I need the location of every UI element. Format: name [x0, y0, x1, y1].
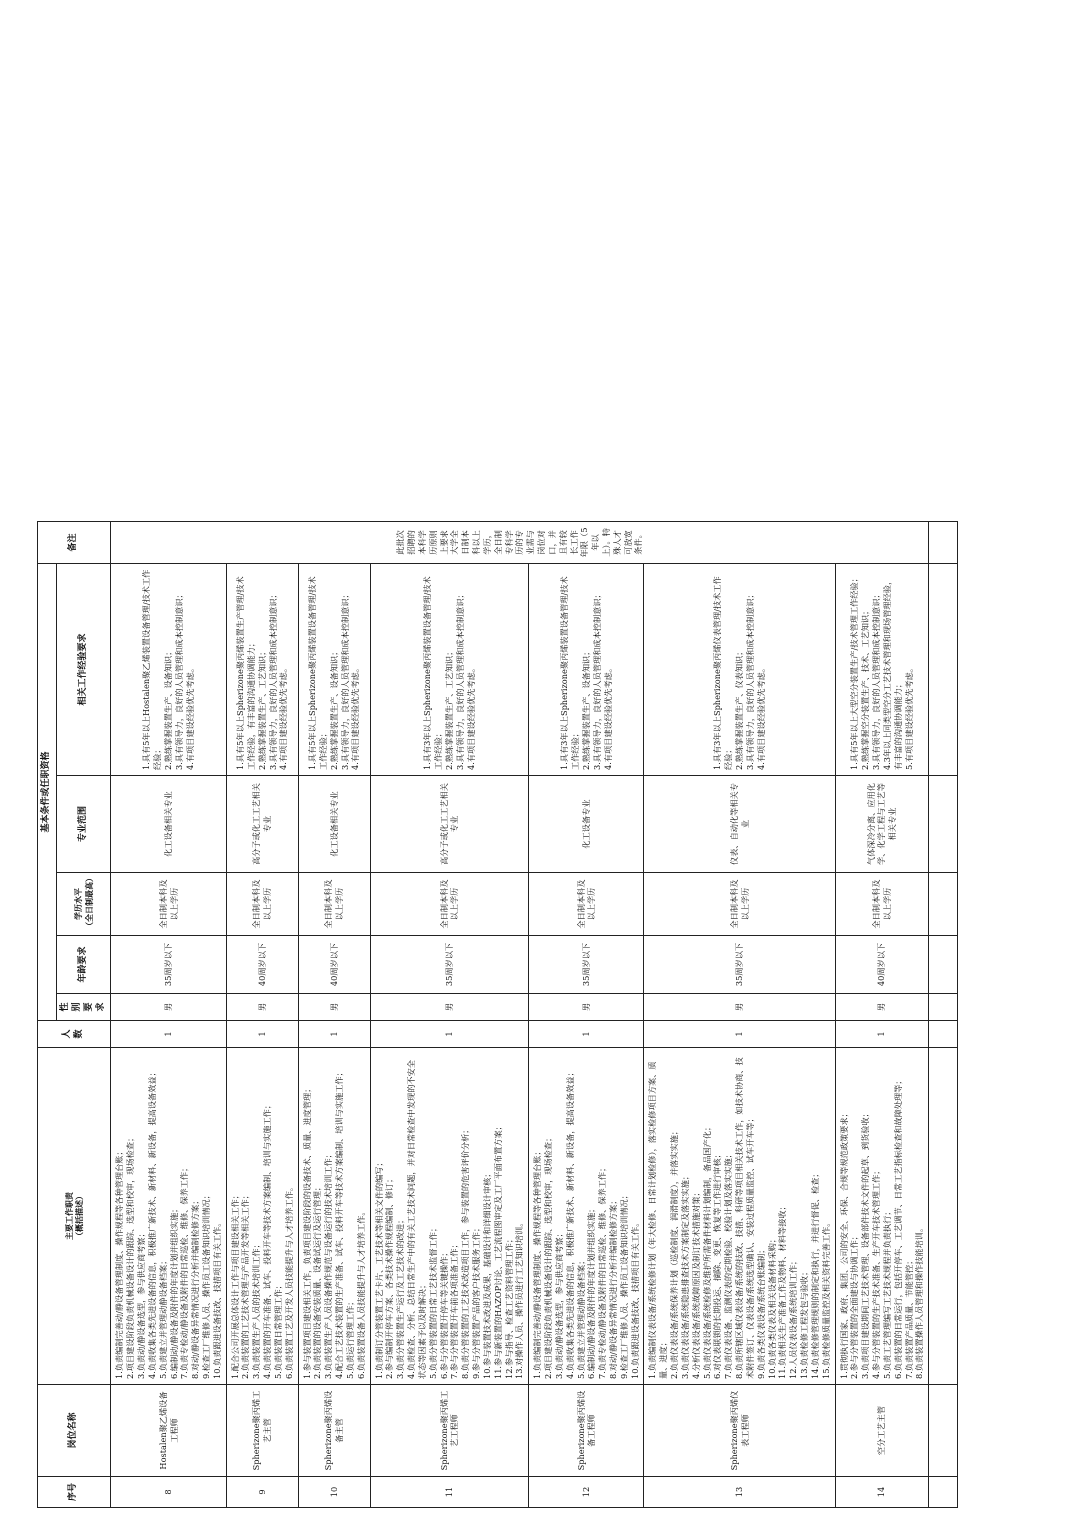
exp-line: 2.熟练掌握装置生产、工艺知识；	[256, 647, 267, 770]
row-note: 此批次招聘的本科学历原则上要求大学全日制本科以上学历，全日制专科学历的专业需与岗位对口，并且有较长工作年限（5年以上）。特殊人才可放宽条件。	[111, 521, 929, 563]
row-experience	[111, 563, 226, 775]
exp-line: 2.熟练掌握装置生产、设备知识；	[328, 647, 339, 770]
exp-line: 4.有项目建设经验优先考虑。	[350, 663, 361, 770]
empty-cell	[929, 1385, 958, 1477]
duty-line: 13.负责检修工程发包与验收；	[799, 1267, 810, 1379]
duty-line: 5.负责仪表设备/系统检修及维护所需备件材料计划编制，备品国产化；	[701, 1122, 712, 1379]
exp-line: 3.具有领导力，良好的人员管理和成本控制意识；	[454, 590, 465, 770]
row-major: 化工设备相关专业	[111, 776, 226, 873]
table-row	[111, 521, 226, 1507]
header-gender: 性别要求	[56, 994, 111, 1021]
duty-line: 10.负责各类仪表及相关设备材料采购；	[766, 1234, 777, 1379]
row-seq: 14	[835, 1477, 929, 1508]
row-count: 1	[111, 1021, 226, 1048]
exp-line: 2.熟练掌握装置生产、设备知识；	[580, 647, 591, 770]
exp-line: 4.3年以上同类型空分工艺技术管理和现场管理经验，有丰富的沟通协调能力；	[881, 576, 903, 770]
duty-line: 5.负责建立并管理动静设备档案；	[575, 1256, 586, 1379]
duty-line: 6.负责装置设备人员技能提升与人才培养工作。	[355, 1207, 366, 1379]
duty-line: 10.参与装置技术改进及成果，基础设计和详细设计审核；	[481, 1169, 492, 1379]
header-edu	[56, 873, 111, 936]
duty-line: 13.对操作人员、操作员进行工艺知识培训。	[514, 1218, 525, 1379]
duty-line: 14.负责检修管理规则的制定和执行，并进行督促、检查；	[809, 1169, 820, 1379]
row-count: 1	[370, 1021, 529, 1048]
duty-line: 3.负责动/静设备选型，参与供应商考察；	[553, 1229, 564, 1379]
duty-line: 11.参与新装置的HAZOP讨论、工艺流程图审定及工厂平面布置方案；	[492, 1122, 503, 1379]
row-count: 1	[298, 1021, 370, 1048]
row-major: 化工设备专业	[529, 776, 644, 873]
row-seq: 12	[529, 1477, 644, 1508]
row-seq: 9	[226, 1477, 298, 1508]
duty-line: 1.负责编制完善动/静设备管理制度、操作规程等各种管理台账；	[532, 1147, 543, 1379]
duty-line: 6.编制动/静设备及附件的年度计划并组织实施；	[168, 1204, 179, 1379]
header-age: 年龄要求	[56, 936, 111, 994]
duty-line: 3.负责项目建设期间工艺技术管理、设备部件技术文件的起草、到货验收；	[860, 1109, 871, 1379]
row-count: 1	[644, 1021, 835, 1048]
duty-line: 8.负责所辖区域仪表设备/系统的技改、技措、科研等项目相关技术工作，如技术协商、技术附件签订、仪表设备/系统选型确认、安装过程质量监控、试车开车等；	[734, 1057, 755, 1379]
duty-line: 5.负责运行管理工作；	[344, 1297, 355, 1379]
duty-line: 8.负责装置操作人员管理和操作技能培训。	[914, 1223, 925, 1379]
duty-line: 7.负责仪表设备、监测仪表的定期检验、校验计划及落实实施；	[723, 1150, 734, 1379]
exp-line: 2.熟练掌握装置生产、仪表知识；	[734, 647, 745, 770]
header-edu-subtitle: （全日制最高）	[83, 874, 94, 930]
row-experience	[226, 563, 298, 775]
row-major: 高分子或化工工艺相关专业	[226, 776, 298, 873]
duty-line: 8.对动/静设备异常情况进行分析并编制检修方案；	[190, 1196, 201, 1379]
duty-line: 6.负责装置的日常运行，包括开停车、工艺调节、日常工艺指标检查和故障处理等；	[892, 1076, 903, 1379]
empty-cell	[929, 873, 958, 936]
row-seq: 11	[370, 1477, 529, 1508]
exp-line: 3.具有领导力，良好的人员管理和成本控制意识；	[744, 590, 755, 770]
duty-line: 15.负责检修质量监控及相关资料完善工作。	[820, 1218, 831, 1379]
duty-line: 5.负责分管装置的日常工艺技术监督工作；	[427, 1223, 438, 1379]
exp-line: 3.具有领导力，良好的人员管理和成本控制意识；	[267, 590, 278, 770]
row-edu: 全日制本科及以上学历	[298, 873, 370, 936]
row-duties	[529, 1048, 644, 1385]
duty-line: 3.负责装置生产人员设备操作规范与设备运行的技术培训工作；	[323, 1150, 334, 1379]
exp-line: 1.具有3年以上Spherizone聚丙烯装置设备管理/技术工作经验；	[559, 576, 581, 770]
row-age: 40周岁以下	[298, 936, 370, 994]
row-seq: 13	[644, 1477, 835, 1508]
header-duty	[38, 1048, 111, 1385]
duty-line: 6.编制动/静设备及附件的年度计划并组织实施；	[586, 1204, 597, 1379]
row-gender: 男	[370, 994, 529, 1021]
header-duty-subtitle: （概括描述）	[74, 1192, 85, 1240]
duty-line: 4.参与分管装置的生产技术准备、生产开车技术管理工作；	[871, 1166, 882, 1379]
duty-line: 1.负责编制完善动/静设备管理制度、操作规程等各种管理台账；	[114, 1147, 125, 1379]
duty-line: 4.负责装置的开车准备、试车、投料开车等技术方案编制、培训与实施工作；	[262, 1100, 273, 1379]
row-age: 40周岁以下	[835, 936, 929, 994]
table-row	[644, 521, 835, 1507]
duty-line: 8.负责分管装置的工艺技术改造项目工作，参与装置的危害评价分析；	[460, 1125, 471, 1379]
row-duties	[835, 1048, 929, 1385]
row-gender: 男	[111, 994, 226, 1021]
duty-line: 4.配合工艺技术装置的生产准备、试车、投料开车等技术方案编制、培训与实施工作；	[334, 1068, 345, 1379]
row-age: 35周岁以下	[644, 936, 835, 994]
row-edu: 全日制本科及以上学历	[370, 873, 529, 936]
row-gender: 男	[298, 994, 370, 1021]
duty-line: 2.项目建设阶段负责机械设备设计的跟踪、选型和校审，现场检查；	[125, 1133, 136, 1379]
empty-cell	[929, 521, 958, 563]
row-experience	[644, 563, 835, 775]
duty-line: 2.负责装置的设备安装质量、设备试运行及运行管理；	[312, 1182, 323, 1379]
header-note: 备注	[38, 521, 111, 563]
duty-line: 9.检查工厂维修人员、操作员工设备知识培训情况；	[201, 1191, 211, 1379]
row-edu: 全日制本科及以上学历	[529, 873, 644, 936]
table-row	[370, 521, 529, 1507]
header-duty-title: 主要工作职责	[63, 1192, 74, 1240]
exp-line: 4.有项目建设经验优先考虑。	[465, 663, 476, 770]
duty-line: 3.负责分管装置生产运行及工艺技术的改进；	[395, 1215, 406, 1379]
empty-cell	[929, 776, 958, 873]
table-row	[226, 521, 298, 1507]
duty-line: 4.负责检查、分析、总结日常生产中的有关工艺技术问题，并对日常检查中发现的不安全状态等因素予以及时解决；	[406, 1060, 427, 1379]
duty-line: 5.负责建立并管理动静设备档案；	[157, 1256, 168, 1379]
duty-line: 9.负责各类仪表设备/系统台账编制；	[755, 1245, 766, 1379]
header-post: 岗位名称	[38, 1385, 111, 1477]
row-post: Spherizone聚丙烯设备主管	[298, 1385, 370, 1477]
row-edu: 全日制本科及以上学历	[835, 873, 929, 936]
duty-line: 11.负责相关生产准备工作及物料、材料等接收；	[777, 1202, 788, 1379]
table-row	[529, 521, 644, 1507]
header-basic: 基本条件或任职资格	[38, 563, 57, 1020]
exp-line: 2.熟练掌握空分装置生产、技术、工艺知识；	[860, 606, 871, 770]
empty-cell	[929, 936, 958, 994]
job-requirements-table	[37, 521, 958, 1508]
row-seq: 10	[298, 1477, 370, 1508]
header-count: 人数	[38, 1021, 111, 1048]
exp-line: 4.有项目建设经验优先考虑。	[602, 663, 613, 770]
duty-line: 1.负责制订分管装置工艺卡片、工艺技术等相关文件的编写；	[373, 1158, 384, 1379]
header-edu-title: 学历水平	[73, 888, 84, 920]
duty-line: 9.检查工厂维修人员、操作员工设备知识培训情况；	[618, 1191, 629, 1379]
row-post: Spherizone聚丙烯仪表工程师	[644, 1385, 835, 1477]
duty-line: 8.对动/静设备异常情况进行分析并编制检修方案；	[607, 1196, 618, 1379]
row-gender: 男	[644, 994, 835, 1021]
row-duties	[111, 1048, 226, 1385]
exp-line: 5.有项目建设经验优先考虑。	[903, 663, 914, 770]
row-edu: 全日制本科及以上学历	[111, 873, 226, 936]
row-gender: 男	[529, 994, 644, 1021]
duty-line: 12.参与指导、检查工艺资料管理工作；	[503, 1234, 514, 1379]
row-post: Hostalen聚乙烯设备工程师	[111, 1385, 226, 1477]
duty-line: 1.配合公司开展总体设计工作与项目建设相关工作；	[229, 1191, 240, 1379]
header-major: 专业范围	[56, 776, 111, 873]
exp-line: 1.具有3年以上Spherizone聚丙烯仪表管理/技术工作经验；	[712, 576, 734, 770]
row-gender: 男	[226, 994, 298, 1021]
row-major: 高分子或化工工艺相关专业	[370, 776, 529, 873]
row-post: Spherizone聚丙烯工艺工程师	[370, 1385, 529, 1477]
row-edu: 全日制本科及以上学历	[226, 873, 298, 936]
duty-line: 7.负责专检动/静设备及附件的日常巡检、维修、保养工作；	[179, 1163, 190, 1379]
exp-line: 4.有项目建设经验优先考虑。	[755, 663, 766, 770]
duty-line: 7.负责装置产品质量、节能管控；	[903, 1256, 914, 1379]
duty-line: 5.负责工艺管理编写工艺技术规程并负责执行；	[881, 1207, 892, 1379]
duty-line: 3.负责动/静设备选型，参与供应商考察；	[136, 1229, 147, 1379]
row-count: 1	[226, 1021, 298, 1048]
duty-line: 10.负责跟进设备技改、技措项目有关工作。	[629, 1218, 640, 1379]
exp-line: 1.具有5年以上Spherizone聚丙烯装置设备管理/技术工作经验；	[307, 576, 328, 770]
duty-line: 1.参与装置项目建设相关工作，负责项目建设阶段的设备技术、质量、进度管理；	[301, 1084, 312, 1379]
exp-line: 2.熟练掌握装置生产、工艺知识；	[443, 647, 454, 770]
row-gender: 男	[835, 994, 929, 1021]
duty-line: 12.人员仪表设备/系统培训工作；	[788, 1256, 799, 1379]
exp-line: 1.具有5年以上Hostalen聚乙烯装置设备管理/技术工作经验；	[141, 569, 163, 770]
duty-line: 7.负责专检动/静设备及附件的日常巡检、维修、保养工作；	[597, 1163, 608, 1379]
duty-line: 4.分析仪表设备/系统故障原因及制订技术措施对策；	[690, 1188, 701, 1379]
empty-cell	[929, 994, 958, 1021]
empty-cell	[929, 1477, 958, 1508]
row-age: 35周岁以下	[529, 936, 644, 994]
exp-line: 1.具有3年以上Spherizone聚丙烯装置设备管理/技术工作经验；	[422, 576, 444, 770]
duty-line: 6.对仪表联锁的长期投运、摘除、变更、恢复等工作进行审核；	[712, 1150, 723, 1379]
exp-line: 1.具有5年以上大型空分装置生产/技术管理工作经验；	[849, 574, 860, 770]
exp-line: 3.具有领导力，良好的人员管理和成本控制意识；	[871, 590, 882, 770]
row-experience	[835, 563, 929, 775]
empty-cell	[929, 563, 958, 775]
row-post: Spherizone聚丙烯工艺主管	[226, 1385, 298, 1477]
exp-line: 4.有项目建设经验优先考虑。	[184, 663, 195, 770]
row-major: 化工设备相关专业	[298, 776, 370, 873]
duty-line: 2.参与分管装置的全面建设与协调工作；	[849, 1232, 860, 1379]
duty-line: 5.负责装置日常管理工作；	[272, 1281, 283, 1379]
row-age: 35周岁以下	[370, 936, 529, 994]
row-experience	[529, 563, 644, 775]
duty-line: 4.负责收集各类先进设备的信息，积极推广新技术、新材料、新设备，提高设备效益；	[146, 1068, 157, 1379]
duty-line: 3.负责仪表设备/系统隐患排查技术方案制定及落实实施；	[679, 1171, 690, 1379]
table-row	[835, 521, 929, 1507]
duty-line: 6.参与分管装置开停车等关键操作；	[438, 1248, 449, 1379]
table-body	[111, 521, 958, 1507]
duty-line: 2.负责仪表设备/系统保养计划（巡检制度、润滑制度），并落实实施；	[669, 1126, 680, 1379]
row-duties	[644, 1048, 835, 1385]
duty-line: 2.项目建设阶段负责机械设备设计的跟踪、选型和校审，现场检查；	[543, 1133, 554, 1379]
table-row	[298, 521, 370, 1507]
exp-line: 4.有项目建设经验优先考虑。	[278, 663, 289, 770]
duty-line: 2.负责装置的工艺技术管理与产品开发等相关工作；	[240, 1191, 251, 1379]
row-experience	[298, 563, 370, 775]
row-duties	[226, 1048, 298, 1385]
exp-line: 3.具有领导力，良好的人员管理和成本控制意识；	[339, 590, 350, 770]
row-major: 仪表、自动化等相关专业	[644, 776, 835, 873]
row-post: 空分工艺主管	[835, 1385, 929, 1477]
empty-cell	[929, 1021, 958, 1048]
row-major: 气体深冷分离、应用化学、化学工程与工艺等相关专业	[835, 776, 929, 873]
duty-line: 10.负责跟进设备技改、技措项目有关工作。	[211, 1218, 222, 1379]
exp-line: 3.具有领导力，良好的人员管理和成本控制意识；	[173, 590, 184, 770]
header-seq: 序号	[38, 1477, 111, 1508]
duty-line: 3.负责装置生产人员的技术培训工作；	[251, 1240, 262, 1379]
exp-line: 1.具有5年以上Spherizone聚丙烯装置生产管理/技术工作经验，有丰富的沟通协调能力；	[235, 576, 256, 770]
duty-line: 7.参与分管装置开车前各项准备工作；	[449, 1240, 460, 1379]
duty-line: 1.贯彻执行国家、政府、集团、公司的安全、环保、合规等规范政策要求；	[838, 1109, 849, 1379]
rotated-table-page	[37, 522, 1015, 1508]
duty-line: 4.负责收集各类先进设备的信息，积极推广新技术、新材料、新设备，提高设备效益；	[564, 1068, 575, 1379]
table-row-empty	[929, 521, 958, 1507]
header-row-1	[38, 521, 57, 1507]
row-count: 1	[835, 1021, 929, 1048]
row-duties	[298, 1048, 370, 1385]
row-age: 40周岁以下	[226, 936, 298, 994]
row-edu: 全日制本科及以上学历	[644, 873, 835, 936]
header-exp: 相关工作经验要求	[56, 563, 111, 775]
row-count: 1	[529, 1021, 644, 1048]
row-duties	[370, 1048, 529, 1385]
empty-cell	[929, 1048, 958, 1385]
row-seq: 8	[111, 1477, 226, 1508]
duty-line: 1.负责编制仪表设备/系统检修计划（年大检修、日常计划检修），落实检修项目方案、质量、进度；	[647, 1061, 669, 1379]
exp-line: 2.熟练掌握装置生产、设备知识；	[163, 647, 174, 770]
duty-line: 2.参与编制开停车方案、各类技术操作规程编制、修订；	[384, 1174, 395, 1379]
duty-line: 9.参与分管装置产品的客户技术服务工作；	[471, 1223, 482, 1379]
row-post: Spherizone聚丙烯设备工程师	[529, 1385, 644, 1477]
row-age: 35周岁以下	[111, 936, 226, 994]
row-experience	[370, 563, 529, 775]
exp-line: 3.具有领导力，良好的人员管理和成本控制意识；	[591, 590, 602, 770]
duty-line: 6.负责装置工艺及开发人员技能提升与人才培养工作。	[283, 1182, 294, 1379]
